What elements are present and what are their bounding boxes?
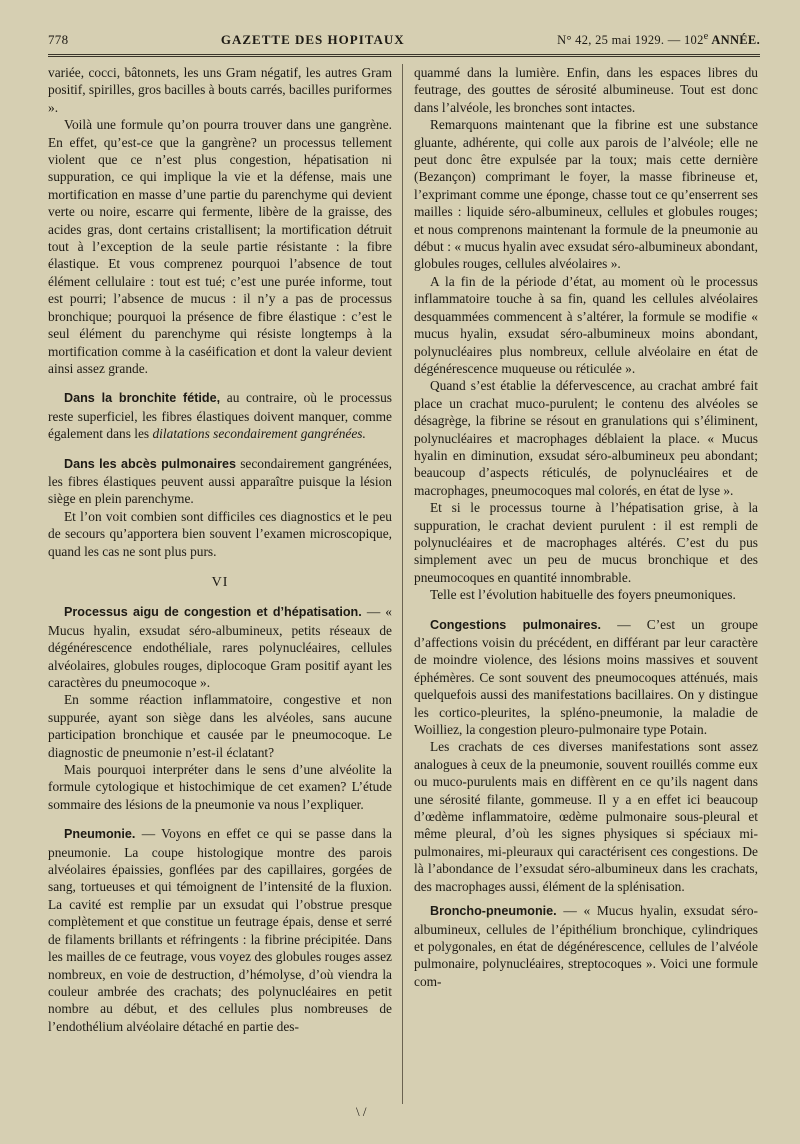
paragraph: Quand s’est établie la défervescence, au crachat ambré fait place un crachat muco-purulent; le contenu des alvéoles se désagrège, la fibrine se résout en granulations qui s’éliminent, polynucléaires et macrophages déblaient la place. « Mucus hyalin en diminution, exsudat séro-albumineux peu abondant; beaucoup d’aspects réticulés, de polynucléaires et de macrophages, pneumocoques mal colorés, en état de lyse ». bbox=[414, 378, 758, 498]
paragraph-text: — C’est un groupe d’affections voisin du précédent, en différant par leur caractère de moindre violence, des lésions moins massives et souvent éphémères. Ce sont souvent des pneumocoques atténués, mais quelquefois aussi des manifestations bacillaires. On y distingue les cortico-pleurites, la spléno-pneumonie, la maladie de Woilliez, la congestion pleuro-pulmonaire type Potain. bbox=[414, 616, 758, 738]
run-in-heading: Pneumonie. bbox=[64, 827, 136, 842]
paragraph-text: secondairement gangrénées, les fibres élastiques peuvent aussi apparaître puisque la lésion siège en plein parenchyme. bbox=[48, 455, 393, 507]
paragraph: Et l’on voit combien sont difficiles ces diagnostics et le peu de secours qu’apportera bien souvent l’examen microscopique, quand les cas ne sont plus purs. bbox=[48, 508, 392, 559]
paragraph: quammé dans la lumière. Enfin, dans les espaces libres du feutrage, des gouttes de sérosité albumineuse. Tout est donc dans l’alvéole, les bronches sont intactes. bbox=[414, 65, 758, 115]
journal-title: GAZETTE DES HOPITAUX bbox=[220, 32, 405, 47]
header-rule bbox=[48, 54, 760, 57]
paragraph bbox=[414, 902, 758, 990]
paragraph bbox=[48, 389, 392, 442]
paragraph: A la fin de la période d’état, au moment où le processus inflammatoire touche à sa fin, quand les cellules alvéolaires desquammées commencent à s’altérer, la formule se modifie « mucus hyalin, exsudat séro-albumineux moins abondant, polynucléaires plus nombreux, cellule alvéolaire en état de dégénérescence muqueuse ou réticulée ». bbox=[414, 273, 758, 376]
paragraph-text: — « Mucus hyalin, exsudat séro-albumineux, cellules de l’épithélium bronchique, cylindriques et polygonales, en état de dégénérescence, cellules de l’alvéole pulmonaire, polynucléaires, streptocoques ». Voici une formule com- bbox=[414, 903, 758, 989]
run-in-heading: Congestions pulmonaires. bbox=[430, 617, 601, 632]
paragraph: Mais pourquoi interpréter dans le sens d’une alvéolite la formule cytologique et histochimique de cet examen? L’étude sommaire des lésions de la pneumonie va nous l’expliquer. bbox=[48, 762, 392, 812]
paragraph: variée, cocci, bâtonnets, les uns Gram négatif, les autres Gram positif, spirilles, gros bacilles à bouts carrés, bacilles puriformes ». bbox=[48, 65, 392, 115]
run-in-heading: Broncho-pneumonie. bbox=[430, 904, 557, 919]
issue-info bbox=[557, 31, 760, 48]
run-in-heading: Dans la bronchite fétide, bbox=[64, 391, 221, 406]
run-in-heading: Dans les abcès pulmonaires bbox=[64, 456, 236, 471]
paragraph-text: — « Mucus hyalin, exsudat séro-albumineux, petits réseaux de dégénérescence endothéliale, rares polynucléaires, cellules alvéolaires, globules rouges, diplocoque Gram positif ayant les caractères du pneumocoque ». bbox=[48, 604, 392, 690]
right-column bbox=[414, 64, 758, 1124]
paragraph bbox=[48, 455, 392, 508]
paragraph bbox=[48, 825, 392, 1035]
issue-main: N° 42, 25 mai 1929. — 102 bbox=[557, 33, 704, 48]
issue-sup: e bbox=[703, 31, 709, 43]
paragraph: Les crachats de ces diverses manifestations sont assez analogues à ceux de la pneumonie, souvent rouillés comme eux ou muco-purulents mais en diffèrent en ce qu’ils nagent dans une sérosité filante, gommeuse. Il y a en effet ici beaucoup d’œdème inflammatoire, œdème pulmonaire sous-pleural et même pleural, d’où les signes physiques si spéciaux mi-pulmonaires, mi-pleuraux qui caractérisent ces congestions. De là l’abondance de l’exsudat séro-albumineux dans les crachats, des macrophages aussi, élément de la splénisation. bbox=[414, 739, 758, 894]
running-header bbox=[48, 30, 760, 50]
paragraph: Telle est l’évolution habituelle des foyers pneumoniques. bbox=[430, 587, 736, 603]
italic-text: dilatations secondairement gangrénées. bbox=[152, 426, 366, 442]
left-column bbox=[48, 64, 392, 1124]
footer-mark: \ / bbox=[356, 1104, 367, 1119]
paragraph bbox=[414, 616, 758, 739]
section-number: VI bbox=[211, 574, 229, 590]
paragraph: Voilà une formule qu’on pourra trouver dans une gangrène. En effet, qu’est-ce que la gangrène? un processus tellement violent que ce n’est plus congestion, hépatisation ni suppuration, ce qui implique la vie et la défense, mais une mortification en masse d’une partie du parenchyme qui devient verte ou noire, escarre qui fermente, libère de la graisse, des acides gras, dont certains cristallisent; la mortification détruit tout à l’exception de la seule partie résistante : la fibre élastique. Et vous comprenez pourquoi l’absence de tout élément cellulaire : tout est tué; c’est une purée informe, tout est pourri; l’absence de mucus : il n’y a pas de processus bronchique; pourquoi la présence de fibre élastique : c’est le seul élément du parenchyme qui résiste longtemps à la mortification comme à la caséification et dont la valeur devient ainsi assez grande. bbox=[48, 117, 392, 376]
paragraph bbox=[48, 603, 392, 691]
column-divider bbox=[402, 64, 403, 1104]
paragraph-text: — Voyons en effet ce qui se passe dans la pneumonie. La coupe histologique montre des parois alvéolaires épaissies, gonflées par des capillaires, gorgées de sang, tortueuses et qui témoignent de l’intensité de la fluxion. La cavité est remplie par un exsudat qui l’obstrue presque complètement et que constitue un feutrage épais, dense et serré de filaments brillants et réfringents : la fibrine précipitée. Dans les mailles de ce feutrage, vous voyez des globules rouges assez nombreux, en voie de destruction, d’hémolyse, d’où viendra la couleur ambrée des crachats; des polynucléaires en petit nombre au début, et des cellules plus nombreuses de l’endothélium alvéolaire détaché en partie des- bbox=[48, 826, 392, 1034]
paragraph: En somme réaction inflammatoire, congestive et non suppurée, ayant son siège dans les alvéoles, sans aucune participation bronchique et causée par le pneumocoque. Le diagnostic de pneumonie n’est-il éclatant? bbox=[48, 692, 392, 760]
paragraph: Remarquons maintenant que la fibrine est une substance gluante, adhérente, qui colle aux parois de l’alvéole; elle ne peut donc être expulsée par la toux; mais cette dernière (Bezançon) comprimant le foyer, la masse fibrineuse et, l’exprimant comme une éponge, chasse tout ce qu’enserrent ses mailles : liquide séro-albumineux, cellules et globules rouges; et nous comprenons maintenant la formule de la pneumonie au début : « mucus hyalin avec exsudat séro-albumineux abondant, globules rouges, cellules alvéolaires ». bbox=[414, 117, 758, 272]
paragraph: Et si le processus tourne à l’hépatisation grise, à la suppuration, le crachat devient purulent : il est rempli de polynucléaires et de macrophages altérés. C’est du pus simplement avec un peu de mucus bronchique et des pneumocoques en quantité innombrable. bbox=[414, 500, 758, 585]
paragraph-text: au contraire, où le processus reste superficiel, les fibres élastiques doivent manquer, comme également dans les bbox=[48, 390, 392, 442]
issue-annee: ANNÉE. bbox=[708, 33, 760, 48]
run-in-heading: Processus aigu de congestion et d’hépatisation. bbox=[64, 605, 362, 620]
page-number: 778 bbox=[48, 32, 69, 47]
